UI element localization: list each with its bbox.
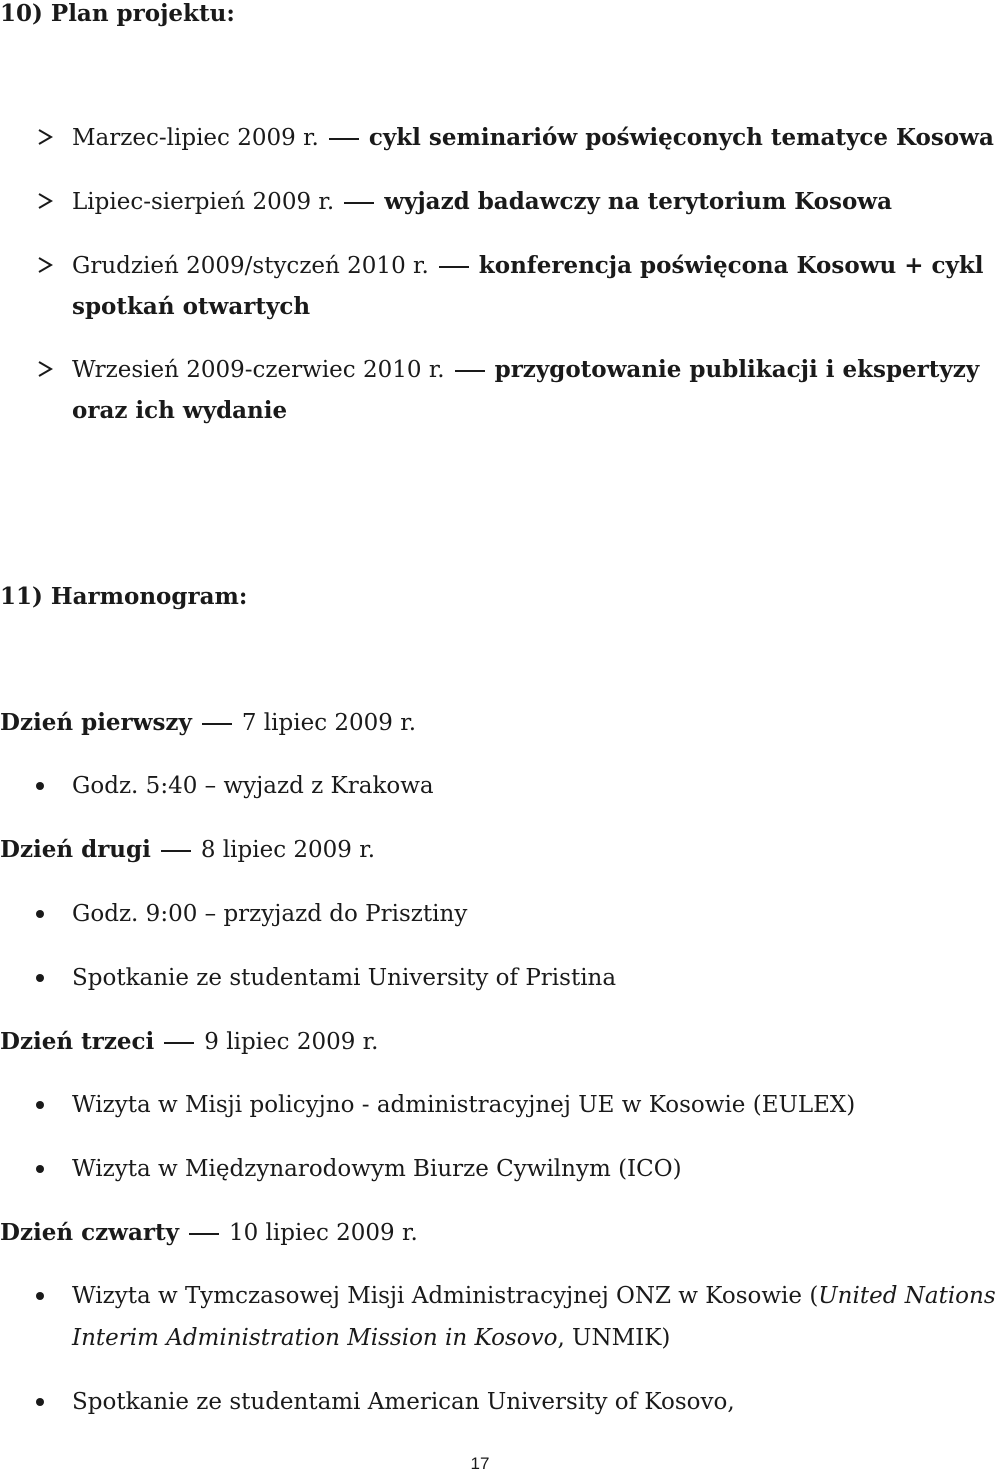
schedule-event: Godz. 9:00 – przyjazd do Prisztiny: [72, 901, 468, 927]
schedule-event: Wizyta w Misji policyjno - administracyjnej UE w Kosowie (EULEX): [72, 1092, 856, 1118]
plan-item-3: Grudzień 2009/styczeń 2010 r. konferencja poświęcona Kosowu + cykl: [72, 252, 984, 279]
bullet-dot-icon: [36, 974, 44, 982]
plan-item-1: Marzec-lipiec 2009 r. cykl seminariów poświęconych tematyce Kosowa: [72, 124, 994, 151]
arrow-bullet-icon: [37, 128, 53, 146]
bullet-dot-icon: [36, 1165, 44, 1173]
schedule-event: Wizyta w Międzynarodowym Biurze Cywilnym (ICO): [72, 1156, 682, 1182]
bullet-dot-icon: [36, 782, 44, 790]
section-10-heading: 10) Plan projektu:: [0, 0, 235, 27]
schedule-event: Spotkanie ze studentami University of Pristina: [72, 965, 617, 991]
day-heading: Dzień czwarty 10 lipiec 2009 r.: [0, 1219, 418, 1246]
day-heading: Dzień drugi 8 lipiec 2009 r.: [0, 836, 376, 863]
plan-item-2: Lipiec-sierpień 2009 r. wyjazd badawczy na terytorium Kosowa: [72, 188, 893, 215]
arrow-bullet-icon: [37, 256, 53, 274]
day-heading: Dzień pierwszy 7 lipiec 2009 r.: [0, 709, 417, 736]
schedule-event: Spotkanie ze studentami American University of Kosovo,: [72, 1389, 735, 1415]
bullet-dot-icon: [36, 1398, 44, 1406]
bullet-dot-icon: [36, 1101, 44, 1109]
schedule-event-line2: Interim Administration Mission in Kosovo, UNMIK): [72, 1325, 671, 1351]
section-11-heading: 11) Harmonogram:: [0, 583, 248, 610]
bullet-dot-icon: [36, 910, 44, 918]
schedule-event: Godz. 5:40 – wyjazd z Krakowa: [72, 773, 434, 799]
plan-item-4-line2: oraz ich wydanie: [72, 397, 288, 424]
arrow-bullet-icon: [37, 360, 53, 378]
bullet-dot-icon: [36, 1292, 44, 1300]
plan-item-3-line2: spotkań otwartych: [72, 293, 311, 320]
plan-item-4: Wrzesień 2009-czerwiec 2010 r. przygotowanie publikacji i ekspertyzy: [72, 356, 980, 383]
day-heading: Dzień trzeci 9 lipiec 2009 r.: [0, 1028, 379, 1055]
page-number: 17: [470, 1454, 490, 1473]
schedule-event: Wizyta w Tymczasowej Misji Administracyjnej ONZ w Kosowie (United Nations: [72, 1283, 996, 1309]
arrow-bullet-icon: [37, 192, 53, 210]
